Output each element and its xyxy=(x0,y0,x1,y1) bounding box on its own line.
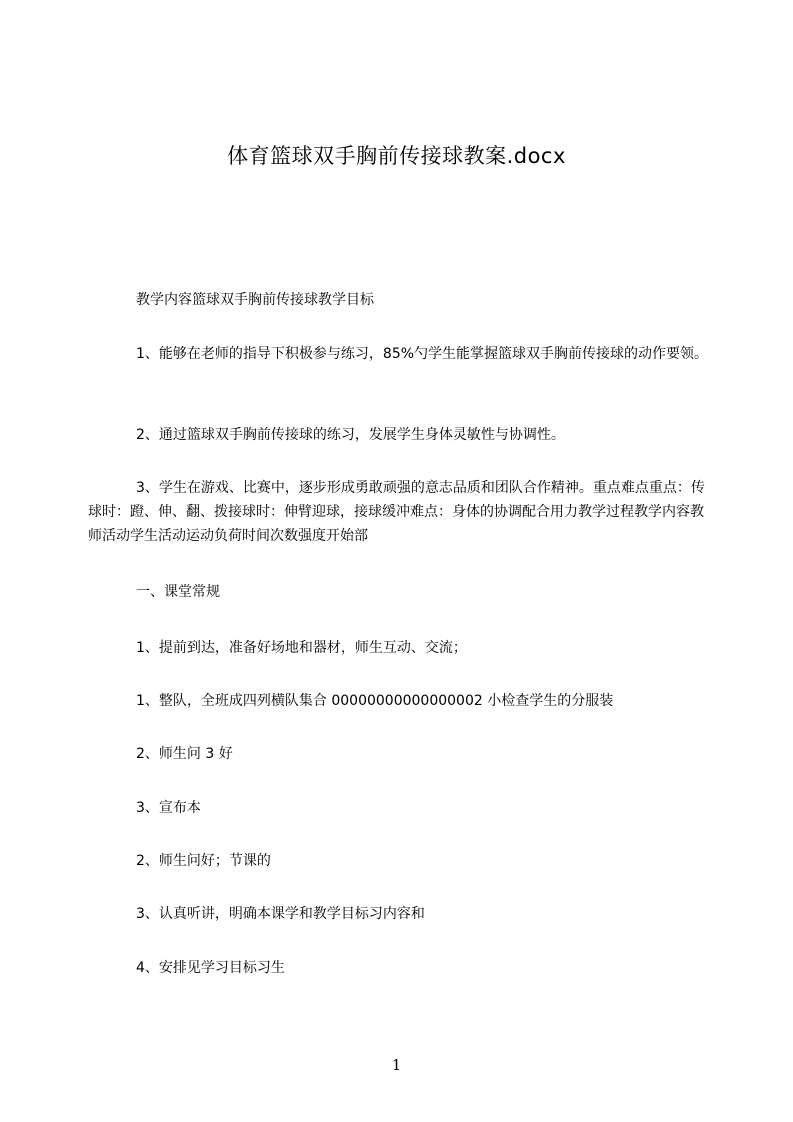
paragraph-section-heading: 一、课堂常规 xyxy=(136,584,220,600)
paragraph-objective-2: 2、通过篮球双手胸前传接球的练习，发展学生身体灵敏性与协调性。 xyxy=(136,427,565,443)
paragraph-item: 4、安排见学习目标习生 xyxy=(136,960,285,976)
document-title: 体育篮球双手胸前传接球教案.docx xyxy=(227,144,566,168)
paragraph-item: 1、整队，全班成四列横队集合 00000000000000002 小检查学生的分服装 xyxy=(136,693,614,709)
paragraph-item: 3、认真听讲，明确本课学和教学目标习内容和 xyxy=(136,906,425,922)
paragraph-item: 2、师生问 3 好 xyxy=(136,746,233,762)
paragraph-item: 1、提前到达，准备好场地和器材，师生互动、交流； xyxy=(136,640,467,656)
paragraph-item: 3、宣布本 xyxy=(136,800,201,816)
paragraph-teaching-content: 教学内容篮球双手胸前传接球教学目标 xyxy=(136,292,374,308)
page-number: 1 xyxy=(391,1056,402,1074)
paragraph-objective-3: 3、学生在游戏、比赛中，逐步形成勇敢顽强的意志品质和团队合作精神。重点难点重点：传球时：蹬、伸、翻、拨接球时：伸臂迎球，接球缓冲难点：身体的协调配合用力教学过程教学内容教师活动学生活动运动负荷时间次数强度开始部 xyxy=(88,480,705,544)
paragraph-item: 2、师生问好；节课的 xyxy=(136,853,271,869)
paragraph-objective-1: 1、能够在老师的指导下积极参与练习，85%勺学生能掌握篮球双手胸前传接球的动作要领。 xyxy=(136,346,709,362)
